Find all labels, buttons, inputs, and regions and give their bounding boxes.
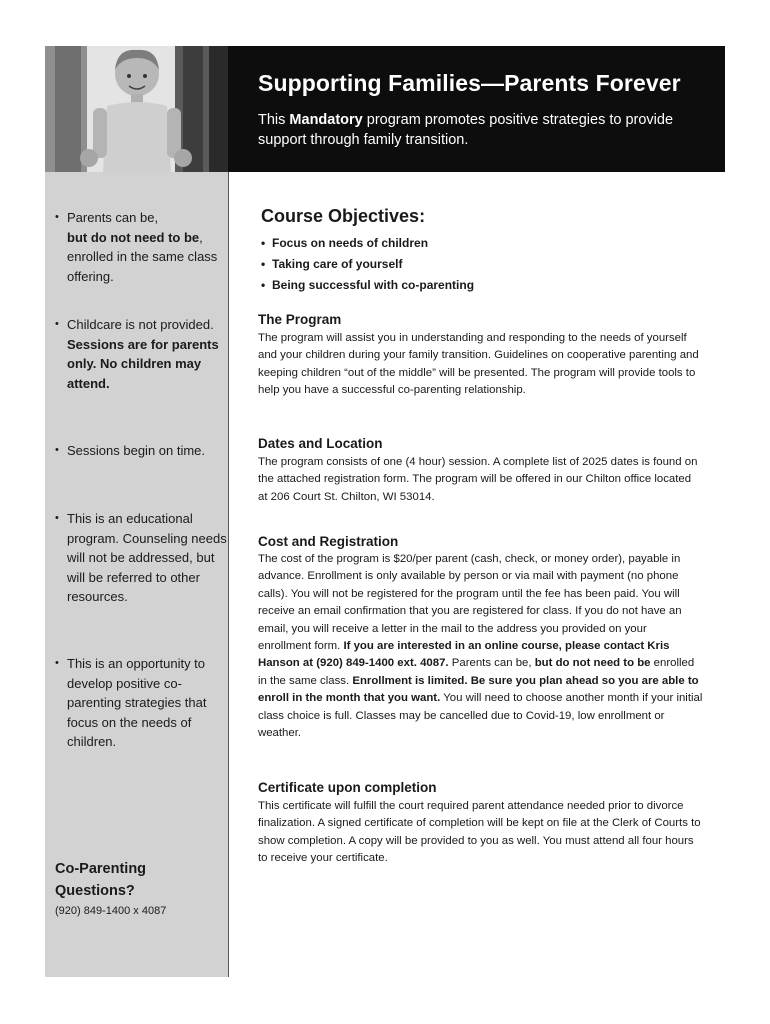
bullet-icon: • xyxy=(55,657,59,669)
page-title: Supporting Families—Parents Forever xyxy=(258,70,681,96)
cost-title: Cost and Registration xyxy=(258,534,399,549)
page-header xyxy=(228,46,725,172)
list-item: • Focus on needs of children xyxy=(261,233,474,254)
program-text: The program will assist you in understanding and responding to the needs of yourself and your children during your family transition. Guidelines on cooperative parenting and keeping children “out of the middle” will be presented. The program will provide tools to help you have a successful co-parenting relationship. xyxy=(258,332,699,397)
course-objectives-title: Course Objectives: xyxy=(261,206,426,226)
dates-title: Dates and Location xyxy=(258,436,383,451)
bullet-icon: • xyxy=(55,211,59,223)
bullet-icon: • xyxy=(55,512,59,524)
sidebar-item-educational: • This is an educational program. Counseling needs will not be addressed, but will be referred to other resources. xyxy=(55,511,227,605)
cost-text: The cost of the program is $20/per parent (cash, check, or money order), payable in advance. Enrollment is only available by person or via mail with payment (no phone calls). You will not be registered for the program until the fee has been paid. You will receive an email confirmation that you are registered for class. If you do not have an email, you will receive a letter in the mail to the address you provided on your enrollment form. If you are interested in an online course, please contact Kris Hanson at (920) 849-1400 ext. 4087. Parents can be, but do not need to be enrolled in the same class. Enrollment is limited. Be sure you plan ahead so you are able to enroll in the month that you want. You will need to choose another month if your initial class choice is full. Classes may be cancelled due to Covid-19, low enrollment or weather. xyxy=(258,553,703,740)
certificate-title: Certificate upon completion xyxy=(258,780,437,795)
sidebar-item-enrollment: • Parents can be, but do not need to be, enrolled in the same class offering. xyxy=(55,210,218,284)
dates-text: The program consists of one (4 hour) session. A complete list of 2025 dates is found on the attached registration form. The program will be offered in our Chilton office located at 206 Court St. Chilton, WI 53014. xyxy=(258,456,698,503)
list-item: • Taking care of yourself xyxy=(261,254,474,275)
mandatory-label: Mandatory xyxy=(289,112,363,128)
family-illustration xyxy=(45,46,228,172)
certificate-text: This certificate will fulfill the court required parent attendance needed prior to divorce finalization. A signed certificate of completion will be kept on file at the Clerk of Courts to show completion. A copy will be provided to you as well. You must attend all four hours to receive your certificate. xyxy=(258,800,701,865)
bullet-icon: • xyxy=(55,444,59,456)
contact-phone: (920) 849-1400 x 4087 xyxy=(55,905,167,917)
contact-title: Co-Parenting Questions? xyxy=(55,861,147,899)
sidebar-item-opportunity: • This is an opportunity to develop positive co-parenting strategies that focus on the needs of children. xyxy=(55,656,207,750)
bullet-icon: • xyxy=(55,318,59,330)
contact-block xyxy=(55,858,225,917)
list-item: • Being successful with co-parenting xyxy=(261,275,474,296)
header-subtitle: This Mandatory program promotes positive strategies to provide support through family transition. xyxy=(258,112,674,148)
sidebar xyxy=(45,172,229,977)
objectives-list xyxy=(261,233,474,296)
family-photo xyxy=(45,46,228,172)
program-title: The Program xyxy=(258,312,342,327)
sidebar-item-sessions: • Sessions begin on time. xyxy=(55,441,227,461)
sidebar-item-childcare: • Childcare is not provided. Sessions are for parents only. No children may attend. xyxy=(55,317,219,391)
